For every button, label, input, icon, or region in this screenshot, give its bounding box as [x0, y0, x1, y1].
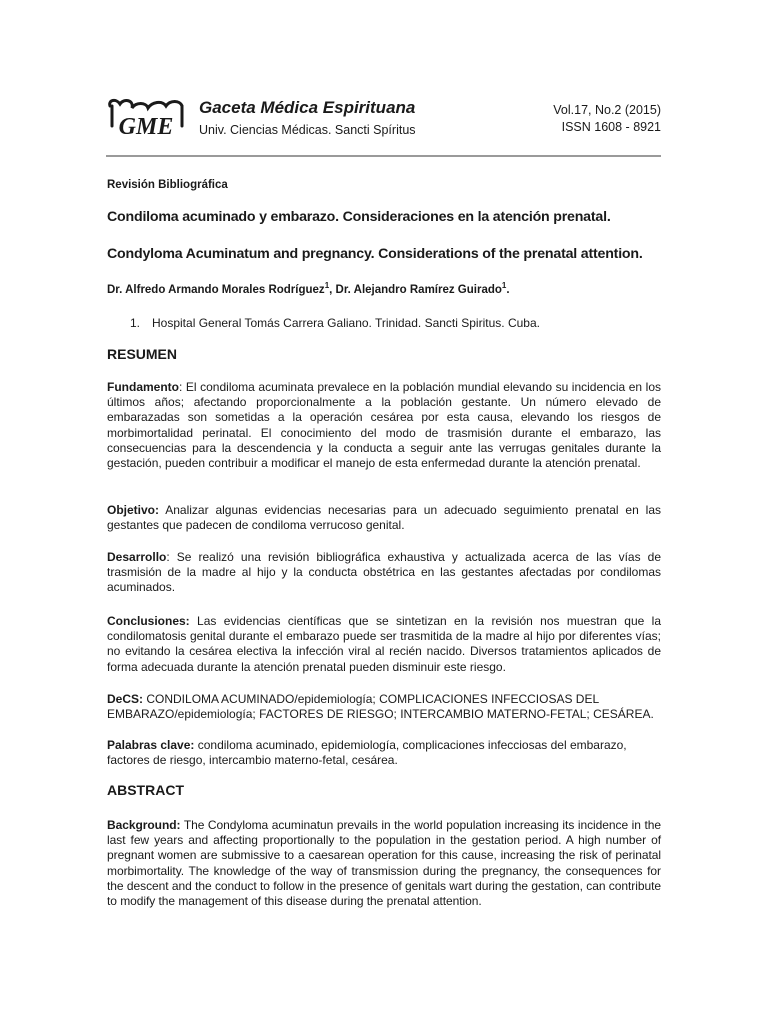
desarrollo-paragraph	[107, 550, 661, 596]
abstract-heading: ABSTRACT	[107, 782, 184, 798]
journal-logo	[106, 96, 186, 140]
palabras-clave-label: Palabras clave:	[107, 738, 195, 752]
desarrollo-text: : Se realizó una revisión bibliográfica exhaustiva y actualizada acerca de las vías de trasmisión de la madre al hijo y la conducta obstétrica en las gestantes afectadas por condilomas acuminados.	[107, 550, 661, 595]
fundamento-text: : El condiloma acuminata prevalece en la población mundial elevando su incidencia en los últimos años; afectando proporcionalmente a la población gestante. Un número elevado de embarazadas son sometidas a la operación cesárea por esta causa, elevando los riesgos de morbimortalidad perinatal. El conocimiento del modo de trasmisión durante el embarazo, las consecuencias para la descendencia y la conducta a seguir ante las verrugas genitales durante la gestación, pueden contribuir a modificar el manejo de esta enfermedad durante la atención prenatal.	[107, 380, 661, 471]
issn-info: ISSN 1608 - 8921	[561, 120, 661, 134]
objetivo-label: Objetivo:	[107, 503, 160, 517]
desarrollo-label: Desarrollo	[107, 550, 167, 564]
conclusiones-label: Conclusiones:	[107, 614, 190, 628]
conclusiones-text: Las evidencias científicas que se sintetizan en la revisión nos muestran que la condilomatosis genital durante el embarazo puede ser trasmitida de la madre al hijo por diferentes vías; no evitando la cesárea electiva la infección viral al recién nacido. Diversos tratamientos aplicados de forma adecuada durante la atención prenatal pueden disminuir este riesgo.	[107, 614, 661, 674]
journal-subtitle: Univ. Ciencias Médicas. Sancti Spíritus	[199, 123, 416, 137]
affiliation-number: 1.	[130, 316, 141, 330]
affiliation	[130, 316, 540, 330]
fundamento-paragraph	[107, 380, 661, 471]
author-separator: ,	[329, 283, 336, 296]
decs-paragraph	[107, 692, 661, 722]
author-2: Dr. Alejandro Ramírez Guirado	[335, 283, 502, 296]
background-text: The Condyloma acuminatun prevails in the world population increasing its incidence in the last few years and affecting proportionally to the population in the gestation period. A high number of pregnant women are submissive to a caesarean operation for this cause, increasing the risk of perinatal morbimortality. The knowledge of the way of transmission during the pregnancy, the consequences for the descent and the conduct to follow in the presence of genitals wart during the gestation, can contribute to modify the management of this disease during the prenatal attention.	[107, 818, 661, 909]
fundamento-label: Fundamento	[107, 380, 179, 394]
title-english: Condyloma Acuminatum and pregnancy. Considerations of the prenatal attention.	[107, 246, 643, 262]
volume-info: Vol.17, No.2 (2015)	[553, 103, 661, 117]
author-2-affiliation: 1	[501, 281, 507, 290]
decs-text: CONDILOMA ACUMINADO/epidemiología; COMPLICACIONES INFECCIOSAS DEL EMBARAZO/epidemiología; FACTORES DE RIESGO; INTERCAMBIO MATERNO-FETAL; CESÁREA.	[107, 692, 654, 722]
authors-line	[107, 281, 510, 296]
journal-title: Gaceta Médica Espirituana	[199, 98, 416, 117]
author-1-affiliation: 1	[324, 281, 330, 290]
objetivo-text: Analizar algunas evidencias necesarias para un adecuado seguimiento prenatal en las gestantes que padecen de condiloma verrucoso genital.	[107, 503, 661, 533]
decs-label: DeCS:	[107, 692, 144, 706]
conclusiones-paragraph	[107, 614, 661, 675]
palabras-clave-text: condiloma acuminado, epidemiología, complicaciones infecciosas del embarazo, factores de riesgo, intercambio materno-fetal, cesárea.	[107, 738, 627, 768]
affiliation-text: Hospital General Tomás Carrera Galiano. Trinidad. Sancti Spiritus. Cuba.	[152, 316, 540, 330]
section-type: Revisión Bibliográfica	[107, 179, 228, 191]
svg-text:GME: GME	[118, 114, 174, 140]
resumen-heading: RESUMEN	[107, 346, 178, 362]
header-divider	[106, 155, 661, 157]
background-label: Background:	[107, 818, 181, 832]
objetivo-paragraph	[107, 503, 661, 533]
authors-end: .	[506, 283, 510, 296]
background-paragraph	[107, 818, 661, 909]
author-1: Dr. Alfredo Armando Morales Rodríguez	[107, 283, 325, 296]
palabras-clave-paragraph	[107, 738, 661, 768]
title-spanish: Condiloma acuminado y embarazo. Consideraciones en la atención prenatal.	[107, 209, 611, 225]
